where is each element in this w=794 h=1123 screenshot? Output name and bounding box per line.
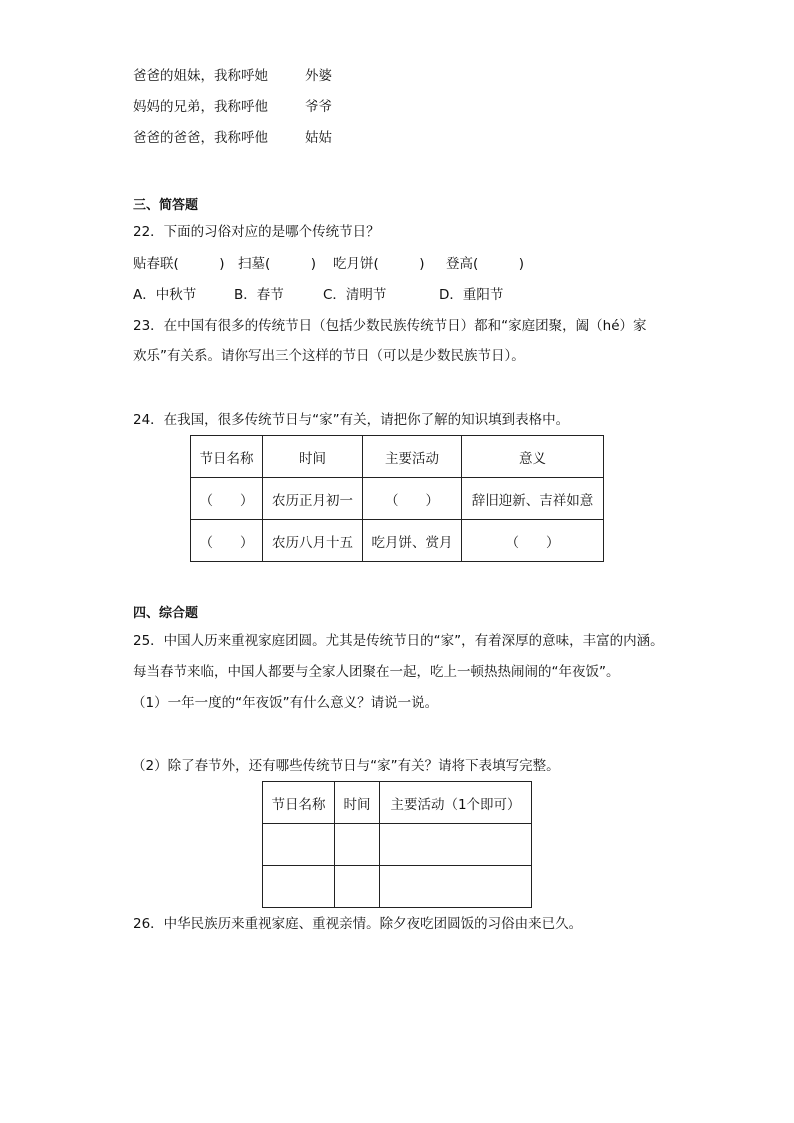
q24-header-meaning: 意义 bbox=[462, 436, 604, 478]
q24-cell[interactable]: （ ） bbox=[191, 520, 263, 562]
q24-cell[interactable]: （ ） bbox=[363, 478, 462, 520]
question-25-sub-2: （2）除了春节外，还有哪些传统节日与“家”有关？请将下表填写完整。 bbox=[132, 758, 560, 774]
matching-left-3: 爸爸的爸爸，我称呼他 bbox=[133, 130, 268, 146]
q25-table bbox=[262, 781, 532, 908]
question-24-stem: 24．在我国，很多传统节日与“家”有关，请把你了解的知识填到表格中。 bbox=[133, 412, 570, 428]
q24-header-name: 节日名称 bbox=[191, 436, 263, 478]
question-25-line-2: 每当春节来临，中国人都要与全家人团聚在一起，吃上一顿热热闹闹的“年夜饭”。 bbox=[133, 664, 620, 680]
matching-left-2: 妈妈的兄弟，我称呼他 bbox=[133, 99, 268, 115]
q24-cell[interactable]: （ ） bbox=[462, 520, 604, 562]
q25-cell[interactable] bbox=[335, 866, 380, 908]
q25-cell[interactable] bbox=[263, 824, 335, 866]
matching-left-1: 爸爸的姐妹，我称呼她 bbox=[133, 68, 268, 84]
q22-option-d: D．重阳节 bbox=[439, 287, 504, 303]
q22-blank-4: 登高( ) bbox=[446, 256, 525, 272]
section-title-comprehensive: 四、综合题 bbox=[133, 606, 199, 621]
matching-right-3: 姑姑 bbox=[305, 130, 332, 146]
q24-header-activity: 主要活动 bbox=[363, 436, 462, 478]
question-25-line-1: 25．中国人历来重视家庭团圆。尤其是传统节日的“家”，有着深厚的意味，丰富的内涵。 bbox=[133, 633, 664, 649]
q24-table bbox=[190, 435, 604, 562]
question-26: 26．中华民族历来重视家庭、重视亲情。除夕夜吃团圆饭的习俗由来已久。 bbox=[133, 916, 583, 932]
q25-cell[interactable] bbox=[263, 866, 335, 908]
matching-right-1: 外婆 bbox=[305, 68, 332, 84]
q24-cell: 农历八月十五 bbox=[263, 520, 363, 562]
question-23-line-2: 欢乐”有关系。请你写出三个这样的节日（可以是少数民族节日）。 bbox=[133, 348, 525, 364]
section-title-short-answer: 三、简答题 bbox=[133, 198, 199, 213]
q24-cell: 辞旧迎新、吉祥如意 bbox=[462, 478, 604, 520]
question-25-sub-1: （1）一年一度的“年夜饭”有什么意义？请说一说。 bbox=[132, 695, 439, 711]
matching-right-2: 爷爷 bbox=[305, 99, 332, 115]
q24-cell: 农历正月初一 bbox=[263, 478, 363, 520]
q22-blank-2: 扫墓( ) bbox=[238, 256, 317, 272]
q24-header-time: 时间 bbox=[263, 436, 363, 478]
q25-header-name: 节日名称 bbox=[263, 782, 335, 824]
q22-blank-3: 吃月饼( ) bbox=[333, 256, 425, 272]
q25-cell[interactable] bbox=[380, 824, 532, 866]
q24-cell: 吃月饼、赏月 bbox=[363, 520, 462, 562]
q25-header-activity: 主要活动（1个即可） bbox=[380, 782, 532, 824]
question-23-line-1: 23．在中国有很多的传统节日（包括少数民族传统节日）都和“家庭团聚，阖（hé）家 bbox=[133, 318, 647, 334]
q22-option-b: B．春节 bbox=[234, 287, 284, 303]
q22-blank-1: 贴春联( ) bbox=[133, 256, 225, 272]
q22-option-c: C．清明节 bbox=[323, 287, 387, 303]
q22-option-a: A．中秋节 bbox=[133, 287, 197, 303]
q25-cell[interactable] bbox=[335, 824, 380, 866]
q25-header-time: 时间 bbox=[335, 782, 380, 824]
question-22-stem: 22．下面的习俗对应的是哪个传统节日？ bbox=[133, 224, 380, 240]
q24-cell[interactable]: （ ） bbox=[191, 478, 263, 520]
q25-cell[interactable] bbox=[380, 866, 532, 908]
